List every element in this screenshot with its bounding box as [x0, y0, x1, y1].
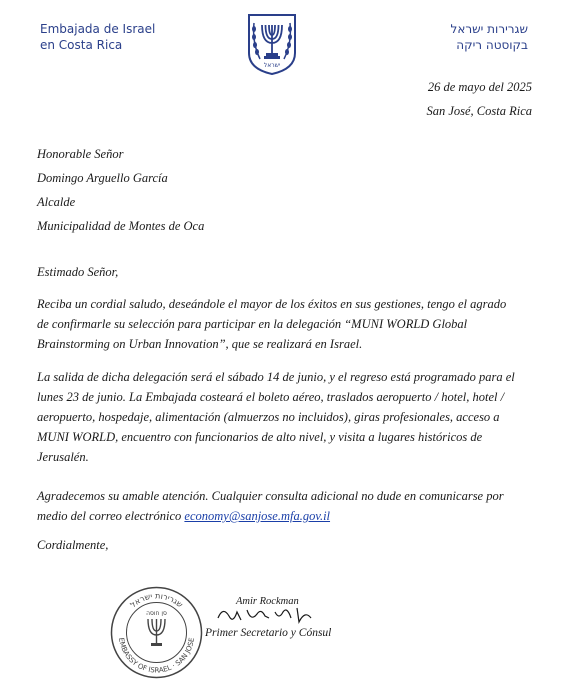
- date-line: 26 de mayo del 2025: [427, 80, 532, 94]
- embassy-name-es-line1: Embajada de Israel: [40, 22, 156, 36]
- recipient-block: [37, 142, 204, 238]
- stamp-text-bottom: EMBASSY OF ISRAEL · SAN JOSE: [117, 637, 196, 675]
- greeting: Estimado Señor,: [37, 265, 119, 279]
- recipient-organization: Municipalidad de Montes de Oca: [37, 219, 205, 233]
- recipient-salutation: Honorable Señor: [37, 147, 124, 161]
- emblem-label: ישראל: [263, 62, 281, 69]
- closing: Cordialmente,: [37, 538, 109, 552]
- embassy-name-he-line1: שגרירות ישראל: [450, 22, 528, 36]
- email-link[interactable]: economy@sanjose.mfa.gov.il: [184, 509, 331, 523]
- stamp-text-mid: סן חוסה: [146, 610, 167, 617]
- embassy-stamp-icon: [109, 585, 204, 680]
- embassy-name-es-line2: en Costa Rica: [40, 38, 123, 52]
- signer-name: Amir Rockman: [236, 596, 299, 607]
- embassy-name-spanish: [40, 21, 155, 53]
- stamp-text-top: שגרירות ישראל: [128, 591, 185, 610]
- signer-title: Primer Secretario y Cónsul: [205, 627, 332, 639]
- recipient-name: Domingo Arguello García: [37, 171, 168, 185]
- location-line: San José, Costa Rica: [426, 104, 532, 118]
- menorah-emblem-icon: [246, 13, 298, 75]
- paragraph-itinerary: La salida de dicha delegación será el sábado 14 de junio, y el regreso está programado para el lunes 23 de junio. La Embajada costeará el boleto aéreo, traslados aeropuerto / hotel, hotel / aeropuerto, hospedaje, alimentación (almuerzos no incluidos), giras profesionales, acceso a MUNI WORLD, encuentro con funcionarios de alto nivel, y visita a lugares históricos de Jerusalén.: [37, 370, 515, 464]
- date-block: [426, 75, 532, 123]
- embassy-name-he-line2: בקוסטה ריקה: [456, 38, 528, 52]
- paragraph-contact-text: Agradecemos su amable atención. Cualquier consulta adicional no dude en comunicarse por medio del correo electrónico: [37, 489, 504, 523]
- recipient-position: Alcalde: [37, 195, 76, 209]
- paragraph-invitation: Reciba un cordial saludo, deseándole el mayor de los éxitos en sus gestiones, tengo el agrado de confirmarle su selección para participar en la delegación “MUNI WORLD Global Brainstorming on Urban Innovation”, que se realizará en Israel.: [37, 297, 507, 351]
- paragraph-contact: [37, 486, 517, 526]
- embassy-name-hebrew: [451, 21, 528, 53]
